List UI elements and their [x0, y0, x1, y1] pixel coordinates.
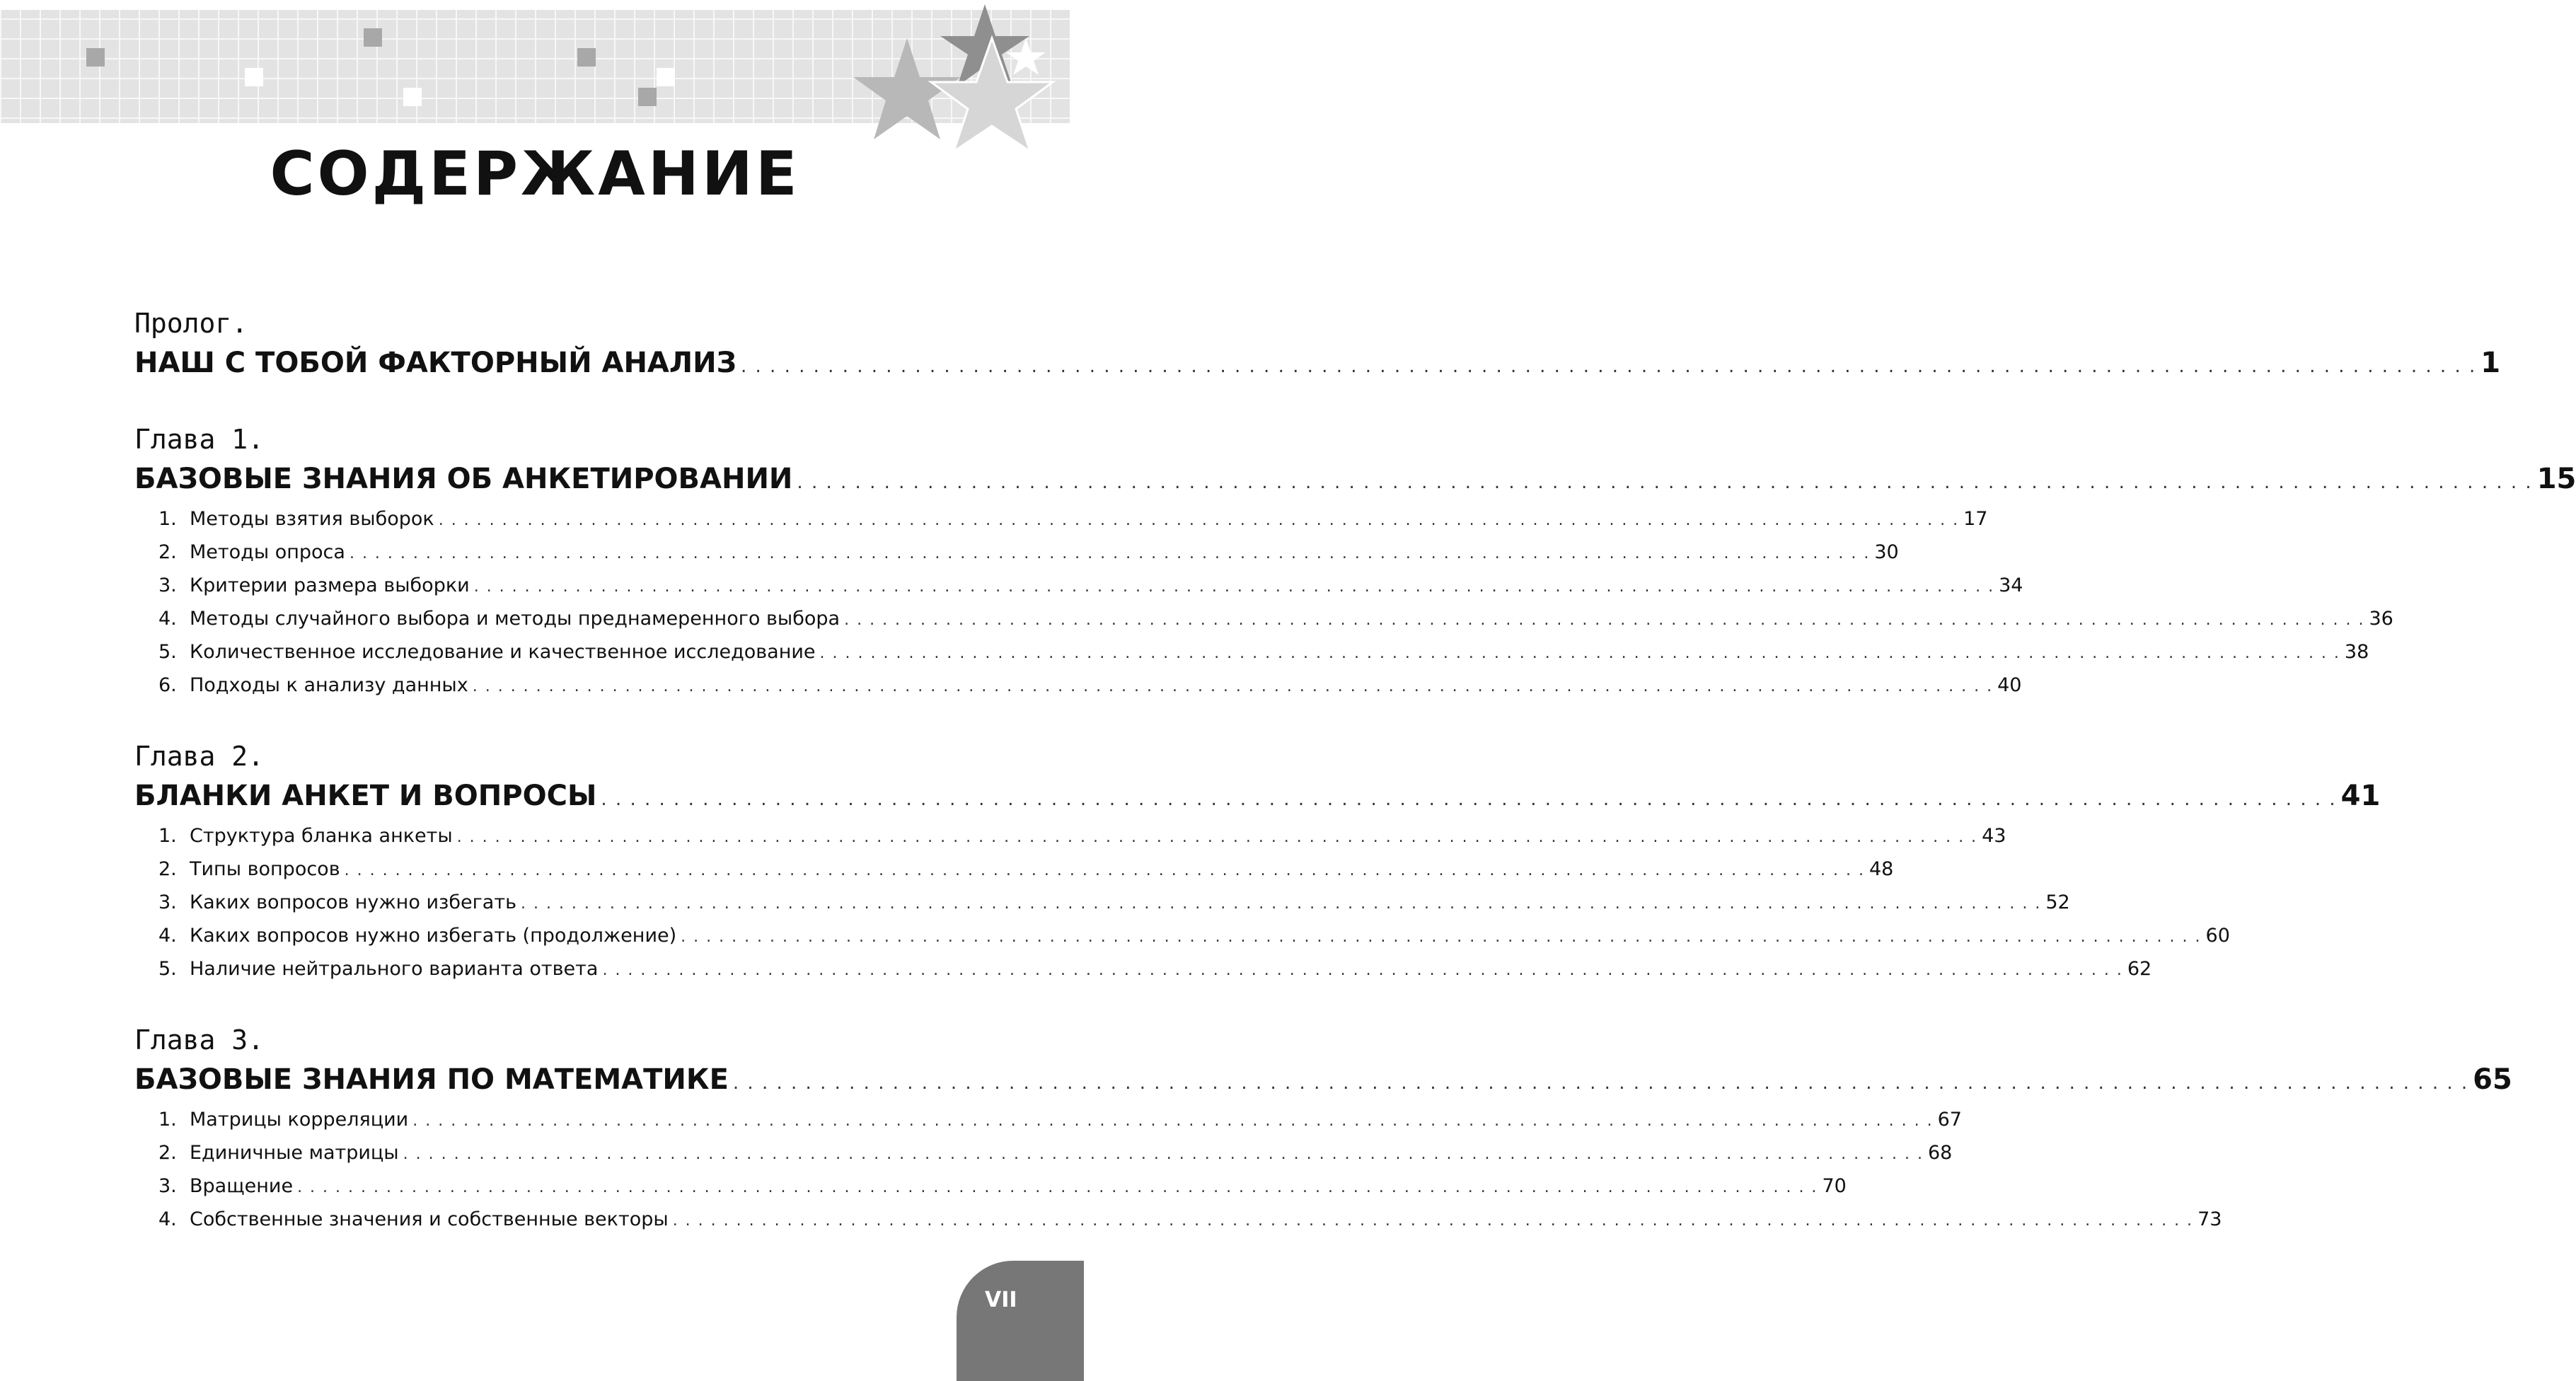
entry-page: 40 [1997, 674, 2022, 696]
entry-page: 60 [2205, 925, 2230, 947]
entry-title: Единичные матрицы [190, 1142, 399, 1164]
entry-number: 5. [158, 641, 177, 663]
entry-number: 6. [158, 674, 177, 696]
page-number: VII [985, 1288, 1017, 1312]
entry-page: 38 [2344, 641, 2369, 663]
chapter-section [134, 422, 2576, 702]
chapter-title: НАШ С ТОБОЙ ФАКТОРНЫЙ АНАЛИЗ [134, 347, 737, 379]
chapter-section [134, 306, 2501, 385]
entry-page: 70 [1822, 1175, 1847, 1197]
dot-leader: . . . . . . . . . . . . . . . . . . . . . . . . . . . . . . . . . . . . . . . . . . . . . . . . . . . . . . . . . . . . . . . . . . . . . . . . . . . . . . . . . . . . . . . . . . . . . . . . . . . . . . . . . . . . . . . . . . . . . . . . [844, 611, 2365, 629]
dot-leader: . . . . . . . . . . . . . . . . . . . . . . . . . . . . . . . . . . . . . . . . . . . . . . . . . . . . . . . . . . . . . . . . . . . . . . . . . . . . . . . . . . . . . . . . . . . . . . . . . . . . . . . . . . . . . . . . . . . . . . . . [681, 928, 2202, 946]
dot-leader: . . . . . . . . . . . . . . . . . . . . . . . . . . . . . . . . . . . . . . . . . . . . . . . . . . . . . . . . . . . . . . . . . . . . . . . . . . . . . . . . . . . . . . . . . . . . . . . . . . . . . . . . . . . . . . . . . . . . . . . . [456, 828, 1978, 846]
dot-leader: . . . . . . . . . . . . . . . . . . . . . . . . . . . . . . . . . . . . . . . . . . . . . . . . . . . . . . . . . . . . . . . . . . . . . . . . . . . . . . . . . . . . . . . . . . . . . . . . . . . . . . . . . . . . . . . . . . . . . . . . [741, 356, 2477, 377]
entry-number: 3. [158, 1175, 177, 1197]
entry-page: 30 [1874, 541, 1899, 563]
entry-title: Вращение [190, 1175, 294, 1197]
entry-title: Критерии размера выборки [190, 574, 470, 596]
entry-number: 1. [158, 508, 177, 530]
entry-page: 68 [1928, 1142, 1953, 1164]
chapter-label: Глава 2. [134, 741, 265, 772]
entry-number: 4. [158, 1208, 177, 1230]
dot-leader: . . . . . . . . . . . . . . . . . . . . . . . . . . . . . . . . . . . . . . . . . . . . . . . . . . . . . . . . . . . . . . . . . . . . . . . . . . . . . . . . . . . . . . . . . . . . . . . . . . . . . . . . . . . . . . . . . . . . . . . . [297, 1179, 1818, 1196]
page-number-tab [957, 1261, 1084, 1381]
dot-leader: . . . . . . . . . . . . . . . . . . . . . . . . . . . . . . . . . . . . . . . . . . . . . . . . . . . . . . . . . . . . . . . . . . . . . . . . . . . . . . . . . . . . . . . . . . . . . . . . . . . . . . . . . . . . . . . . . . . . . . . . [472, 678, 1994, 695]
entry-number: 4. [158, 608, 177, 630]
dot-leader: . . . . . . . . . . . . . . . . . . . . . . . . . . . . . . . . . . . . . . . . . . . . . . . . . . . . . . . . . . . . . . . . . . . . . . . . . . . . . . . . . . . . . . . . . . . . . . . . . . . . . . . . . . . . . . . . . . . . . . . . [797, 472, 2533, 493]
entry-page: 73 [2197, 1208, 2222, 1230]
dot-leader: . . . . . . . . . . . . . . . . . . . . . . . . . . . . . . . . . . . . . . . . . . . . . . . . . . . . . . . . . . . . . . . . . . . . . . . . . . . . . . . . . . . . . . . . . . . . . . . . . . . . . . . . . . . . . . . . . . . . . . . . [672, 1212, 2194, 1230]
banner-square [638, 88, 657, 106]
chapter-label: Глава 3. [134, 1024, 265, 1056]
entry-number: 3. [158, 574, 177, 596]
entry-number: 1. [158, 825, 177, 847]
toc-entry[interactable] [134, 635, 2369, 669]
toc-entry[interactable] [134, 569, 2023, 602]
dot-leader: . . . . . . . . . . . . . . . . . . . . . . . . . . . . . . . . . . . . . . . . . . . . . . . . . . . . . . . . . . . . . . . . . . . . . . . . . . . . . . . . . . . . . . . . . . . . . . . . . . . . . . . . . . . . . . . . . . . . . . . . [438, 512, 1960, 529]
chapter-label: Глава 1. [134, 424, 265, 455]
entry-number: 3. [158, 891, 177, 913]
toc-entry[interactable] [134, 952, 2152, 986]
entry-title: Каких вопросов нужно избегать (продолжение) [190, 925, 677, 947]
section-list [134, 502, 2393, 702]
toc-entry[interactable] [134, 1103, 1962, 1136]
banner-square [577, 48, 596, 67]
toc-entry[interactable] [134, 1169, 1847, 1203]
entry-number: 2. [158, 541, 177, 563]
header-banner [0, 10, 1070, 123]
dot-leader: . . . . . . . . . . . . . . . . . . . . . . . . . . . . . . . . . . . . . . . . . . . . . . . . . . . . . . . . . . . . . . . . . . . . . . . . . . . . . . . . . . . . . . . . . . . . . . . . . . . . . . . . . . . . . . . . . . . . . . . . [473, 578, 1995, 596]
entry-page: 36 [2369, 608, 2393, 630]
dot-leader: . . . . . . . . . . . . . . . . . . . . . . . . . . . . . . . . . . . . . . . . . . . . . . . . . . . . . . . . . . . . . . . . . . . . . . . . . . . . . . . . . . . . . . . . . . . . . . . . . . . . . . . . . . . . . . . . . . . . . . . . [349, 545, 1871, 562]
entry-page: 17 [1963, 508, 1988, 530]
dot-leader: . . . . . . . . . . . . . . . . . . . . . . . . . . . . . . . . . . . . . . . . . . . . . . . . . . . . . . . . . . . . . . . . . . . . . . . . . . . . . . . . . . . . . . . . . . . . . . . . . . . . . . . . . . . . . . . . . . . . . . . . [520, 895, 2042, 913]
entry-number: 2. [158, 858, 177, 880]
chapter-title-line[interactable] [134, 457, 2576, 501]
stars-icon [801, 10, 1070, 123]
entry-title: Структура бланка анкеты [190, 825, 453, 847]
banner-square [657, 68, 675, 86]
chapter-section [134, 739, 2381, 986]
entry-number: 5. [158, 958, 177, 980]
entry-title: Типы вопросов [190, 858, 340, 880]
entry-page: 43 [1982, 825, 2006, 847]
toc-entry[interactable] [134, 819, 2006, 853]
toc-entry[interactable] [134, 853, 1894, 886]
chapter-page: 65 [2473, 1063, 2512, 1096]
banner-square [364, 28, 382, 47]
chapter-title: БАЗОВЫЕ ЗНАНИЯ ПО МАТЕМАТИКЕ [134, 1063, 729, 1096]
entry-number: 4. [158, 925, 177, 947]
entry-page: 67 [1937, 1109, 1962, 1131]
chapter-title: БЛАНКИ АНКЕТ И ВОПРОСЫ [134, 780, 597, 812]
entry-title: Матрицы корреляции [190, 1109, 409, 1131]
entry-title: Подходы к анализу данных [190, 674, 468, 696]
banner-square [86, 48, 105, 67]
entry-title: Количественное исследование и качественное исследование [190, 641, 816, 663]
entry-title: Методы взятия выборок [190, 508, 434, 530]
dot-leader: . . . . . . . . . . . . . . . . . . . . . . . . . . . . . . . . . . . . . . . . . . . . . . . . . . . . . . . . . . . . . . . . . . . . . . . . . . . . . . . . . . . . . . . . . . . . . . . . . . . . . . . . . . . . . . . . . . . . . . . . [601, 789, 2337, 810]
chapter-page: 41 [2340, 780, 2381, 812]
section-list [134, 1103, 2222, 1236]
chapter-title-line[interactable] [134, 1058, 2512, 1102]
entry-page: 48 [1869, 858, 1894, 880]
chapter-label: Пролог. [134, 308, 248, 339]
entry-title: Собственные значения и собственные векторы [190, 1208, 669, 1230]
chapter-title-line[interactable] [134, 341, 2501, 385]
page-title: СОДЕРЖАНИЕ [270, 139, 800, 209]
entry-page: 62 [2127, 958, 2152, 980]
table-of-contents [134, 306, 2576, 1273]
section-list [134, 819, 2230, 986]
entry-title: Методы опроса [190, 541, 345, 563]
dot-leader: . . . . . . . . . . . . . . . . . . . . . . . . . . . . . . . . . . . . . . . . . . . . . . . . . . . . . . . . . . . . . . . . . . . . . . . . . . . . . . . . . . . . . . . . . . . . . . . . . . . . . . . . . . . . . . . . . . . . . . . . [344, 862, 1865, 879]
banner-square [245, 68, 263, 86]
chapter-title-line[interactable] [134, 774, 2381, 818]
chapter-title: БАЗОВЫЕ ЗНАНИЯ ОБ АНКЕТИРОВАНИИ [134, 463, 793, 495]
entry-page: 34 [1999, 574, 2023, 596]
entry-title: Методы случайного выбора и методы преднамеренного выбора [190, 608, 841, 630]
entry-title: Каких вопросов нужно избегать [190, 891, 516, 913]
toc-entry[interactable] [134, 1136, 1953, 1169]
chapter-section [134, 1022, 2512, 1236]
entry-number: 2. [158, 1142, 177, 1164]
toc-entry[interactable] [134, 1203, 2222, 1236]
toc-entry[interactable] [134, 669, 2022, 702]
dot-leader: . . . . . . . . . . . . . . . . . . . . . . . . . . . . . . . . . . . . . . . . . . . . . . . . . . . . . . . . . . . . . . . . . . . . . . . . . . . . . . . . . . . . . . . . . . . . . . . . . . . . . . . . . . . . . . . . . . . . . . . . [602, 961, 2123, 979]
chapter-page: 15 [2536, 463, 2576, 495]
dot-leader: . . . . . . . . . . . . . . . . . . . . . . . . . . . . . . . . . . . . . . . . . . . . . . . . . . . . . . . . . . . . . . . . . . . . . . . . . . . . . . . . . . . . . . . . . . . . . . . . . . . . . . . . . . . . . . . . . . . . . . . . [819, 645, 2340, 662]
toc-entry[interactable] [134, 502, 1988, 536]
dot-leader: . . . . . . . . . . . . . . . . . . . . . . . . . . . . . . . . . . . . . . . . . . . . . . . . . . . . . . . . . . . . . . . . . . . . . . . . . . . . . . . . . . . . . . . . . . . . . . . . . . . . . . . . . . . . . . . . . . . . . . . . [403, 1145, 1924, 1163]
toc-entry[interactable] [134, 536, 1899, 569]
entry-page: 52 [2045, 891, 2070, 913]
banner-square [403, 88, 422, 106]
toc-entry[interactable] [134, 602, 2393, 635]
dot-leader: . . . . . . . . . . . . . . . . . . . . . . . . . . . . . . . . . . . . . . . . . . . . . . . . . . . . . . . . . . . . . . . . . . . . . . . . . . . . . . . . . . . . . . . . . . . . . . . . . . . . . . . . . . . . . . . . . . . . . . . . [412, 1112, 1934, 1130]
dot-leader: . . . . . . . . . . . . . . . . . . . . . . . . . . . . . . . . . . . . . . . . . . . . . . . . . . . . . . . . . . . . . . . . . . . . . . . . . . . . . . . . . . . . . . . . . . . . . . . . . . . . . . . . . . . . . . . . . . . . . . . . [732, 1073, 2469, 1094]
entry-number: 1. [158, 1109, 177, 1131]
chapter-page: 1 [2480, 347, 2501, 379]
entry-title: Наличие нейтрального варианта ответа [190, 958, 599, 980]
toc-entry[interactable] [134, 886, 2070, 919]
toc-entry[interactable] [134, 919, 2230, 952]
